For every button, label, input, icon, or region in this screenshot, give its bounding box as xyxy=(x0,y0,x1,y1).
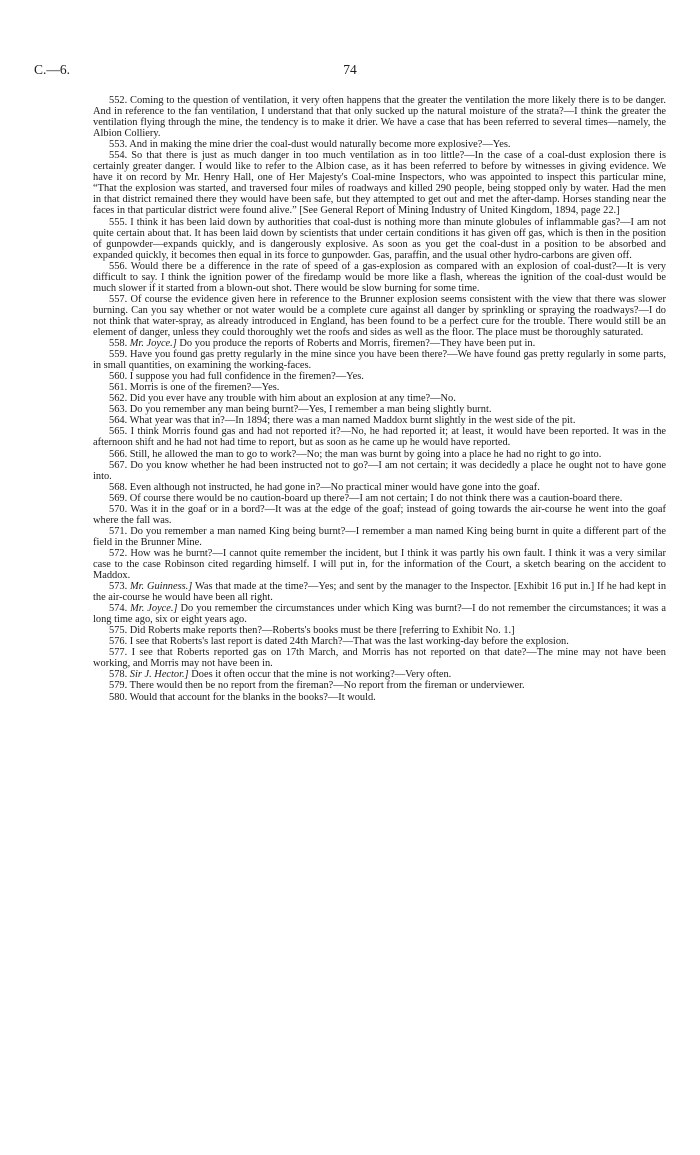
question-text: 575. Did Roberts make reports then?—Roberts's books must be there [referring to Exhibit No. 1.] xyxy=(109,625,515,637)
testimony-paragraph xyxy=(93,482,666,493)
page-header xyxy=(34,62,666,78)
question-text: 565. I think Morris found gas and had not reported it?—No, he had reported it; at least, it would have been reported. It was in the afternoon shift and he had not had time to report, but as soon as he came up he would have reported. xyxy=(93,426,666,449)
question-text: 580. Would that account for the blanks in the books?—It would. xyxy=(109,691,376,703)
question-text: 570. Was it in the goaf or in a bord?—It was at the edge of the goaf; instead of going towards the air-course he went into the goaf where the fall was. xyxy=(93,503,666,526)
question-number: 578. xyxy=(109,669,130,681)
question-text: 561. Morris is one of the firemen?—Yes. xyxy=(109,382,280,394)
testimony-paragraph xyxy=(93,150,666,216)
testimony-paragraph xyxy=(93,493,666,504)
question-text: 577. I see that Roberts reported gas on 17th March, and Morris has not reported on that date?—The mine may not have been working, and Morris may not have been in. xyxy=(93,647,666,670)
question-number: 558. xyxy=(109,338,130,350)
testimony-paragraph xyxy=(93,338,666,349)
testimony-paragraph xyxy=(93,625,666,636)
question-number: 574. xyxy=(109,603,131,615)
question-text: 572. How was he burnt?—I cannot quite remember the incident, but I think it was partly his own fault. I think it was a very similar case to the case Robinson cited regarding himself. I will put in, for the information of the Court, a sketch bearing on the accident to Maddox. xyxy=(93,547,666,582)
testimony-paragraph xyxy=(93,404,666,415)
testimony-paragraph xyxy=(93,647,666,669)
question-text: 554. So that there is just as much danger in too much ventilation as in too little?—In the case of a coal-dust explosion there is certainly greater danger. I would like to refer to the Albion case, as it has been referred to before by witnesses in giving evidence. We have it on record by Mr. Henry Hall, one of Her Majesty's Coal-mine Inspectors, who was appointed to inspect this particular mine, “That the explosion was started, and traversed four miles of roadways and killed 290 people, being stopped only by water. Had the men in that district remained there they would have been safe, but they attempted to get out and met the after-damp. Horses standing near the faces in that particular district were found alive.” [See General Report of Mining Industry of United Kingdom, 1894, page 22.] xyxy=(93,150,666,217)
testimony-paragraph xyxy=(93,692,666,703)
question-text: 562. Did you ever have any trouble with him about an explosion at any time?—No. xyxy=(109,393,456,405)
question-text: 566. Still, he allowed the man to go to work?—No; the man was burnt by going into a place he had no right to go into. xyxy=(109,448,602,460)
question-text: 568. Even although not instructed, he had gone in?—No practical miner would have gone into the goaf. xyxy=(109,481,540,493)
question-text: 560. I suppose you had full confidence in the firemen?—Yes. xyxy=(109,371,364,383)
question-text: Was that made at the time?—Yes; and sent by the manager to the Inspector. [Exhibit 16 put in.] If he had kept in the air-course he would have been all right. xyxy=(93,581,667,604)
speaker-label: Sir J. Hector.] xyxy=(129,669,189,681)
question-text: Do you produce the reports of Roberts and Morris, firemen?—They have been put in. xyxy=(176,338,536,350)
testimony-paragraph xyxy=(93,261,666,294)
question-text: 579. There would then be no report from the fireman?—No report from the fireman or underviewer. xyxy=(109,680,525,692)
testimony-paragraph xyxy=(93,415,666,426)
question-text: 555. I think it has been laid down by authorities that coal-dust is nothing more than minute globules of inflammable gas?—I am not quite certain about that. It has been laid down by scientists that under certain conditions it has given off gas, which is then in the position of gunpowder—expands quickly, and is dangerously explosive. As soon as you get the coal-dust in a position to be absorbed and expanded quickly, it becomes then equal in its force to gunpowder. Gas, paraffin, and the usual other hydro-carbons are given off. xyxy=(93,216,666,261)
question-text: 564. What year was that in?—In 1894; there was a man named Maddox burnt slightly in the west side of the pit. xyxy=(109,415,576,427)
speaker-label: Mr. Joyce.] xyxy=(130,603,178,615)
testimony-paragraph xyxy=(93,581,666,603)
testimony-paragraph xyxy=(93,526,666,548)
testimony-paragraph xyxy=(93,426,666,448)
testimony-paragraph xyxy=(93,382,666,393)
testimony-paragraph xyxy=(93,294,666,338)
question-text: 556. Would there be a difference in the rate of speed of a gas-explosion as compared with an explosion of coal-dust?—It is very difficult to say. I think the ignition power of the firedamp would be more like a flash, whereas the ignition of the coal-dust would be much slower if it started from a blown-out shot. There would be slow burning for some time. xyxy=(93,260,666,294)
question-number: 573. xyxy=(109,581,131,593)
question-text: 557. Of course the evidence given here in reference to the Brunner explosion seems consistent with the view that there was slower burning. Can you say whether or not water would be a complete cure against all danger by sprinkling or spraying the roadways?—I do not think that water-spray, as already introduced in England, has been found to be a perfect cure for the trouble. There would still be an element of danger, unless they could thoroughly wet the roofs and sides as well as the floor. The place must be thoroughly saturated. xyxy=(93,293,666,338)
question-text: 559. Have you found gas pretty regularly in the mine since you have been there?—We have found gas pretty regularly in some parts, in small quantities, on examining the working-faces. xyxy=(93,349,666,372)
question-text: 567. Do you know whether he had been instructed not to go?—I am not certain; it was decidedly a place he ought not to have gone into. xyxy=(93,459,666,482)
testimony-paragraph xyxy=(93,139,666,150)
question-text: 553. And in making the mine drier the coal-dust would naturally become more explosive?—Yes. xyxy=(109,139,511,151)
testimony-paragraph xyxy=(93,669,666,680)
testimony-paragraph xyxy=(93,217,666,261)
testimony-paragraph xyxy=(93,548,666,581)
question-text: 563. Do you remember any man being burnt?—Yes, I remember a man being slightly burnt. xyxy=(109,404,492,416)
testimony-paragraph xyxy=(93,95,666,139)
testimony-paragraph xyxy=(93,460,666,482)
speaker-label: Mr. Guinness.] xyxy=(130,581,193,593)
testimony-paragraph xyxy=(93,393,666,404)
page-number: 74 xyxy=(343,62,357,77)
section-code: C.—6. xyxy=(34,62,71,77)
speaker-label: Mr. Joyce.] xyxy=(129,338,177,350)
testimony-paragraph xyxy=(93,636,666,647)
question-text: 569. Of course there would be no caution-board up there?—I am not certain; I do not think there was a caution-board there. xyxy=(109,492,623,504)
testimony-paragraph xyxy=(93,349,666,371)
testimony-paragraph xyxy=(93,371,666,382)
question-text: 576. I see that Roberts's last report is dated 24th March?—That was the last working-day before the explosion. xyxy=(109,636,569,648)
testimony-paragraph xyxy=(93,603,666,625)
question-text: 552. Coming to the question of ventilation, it very often happens that the greater the ventilation the more likely there is to be danger. And in reference to the fan ventilation, I understand that that only sucked up the natural moisture of the strata?—I think the greater the ventilation flying through the mine, the tendency is to make it drier. We have a case that has been referred to several times—namely, the Albion Colliery. xyxy=(93,95,666,140)
question-text: 571. Do you remember a man named King being burnt?—I remember a man named King being burnt in quite a different part of the field in the Brunner Mine. xyxy=(93,525,666,548)
testimony-body xyxy=(93,95,666,703)
testimony-paragraph xyxy=(93,680,666,691)
question-text: Does it often occur that the mine is not working?—Very often. xyxy=(188,669,452,681)
question-text: Do you remember the circumstances under which King was burnt?—I do not remember the circumstances; it was a long time ago, six or eight years ago. xyxy=(93,603,667,626)
testimony-paragraph xyxy=(93,449,666,460)
testimony-paragraph xyxy=(93,504,666,526)
